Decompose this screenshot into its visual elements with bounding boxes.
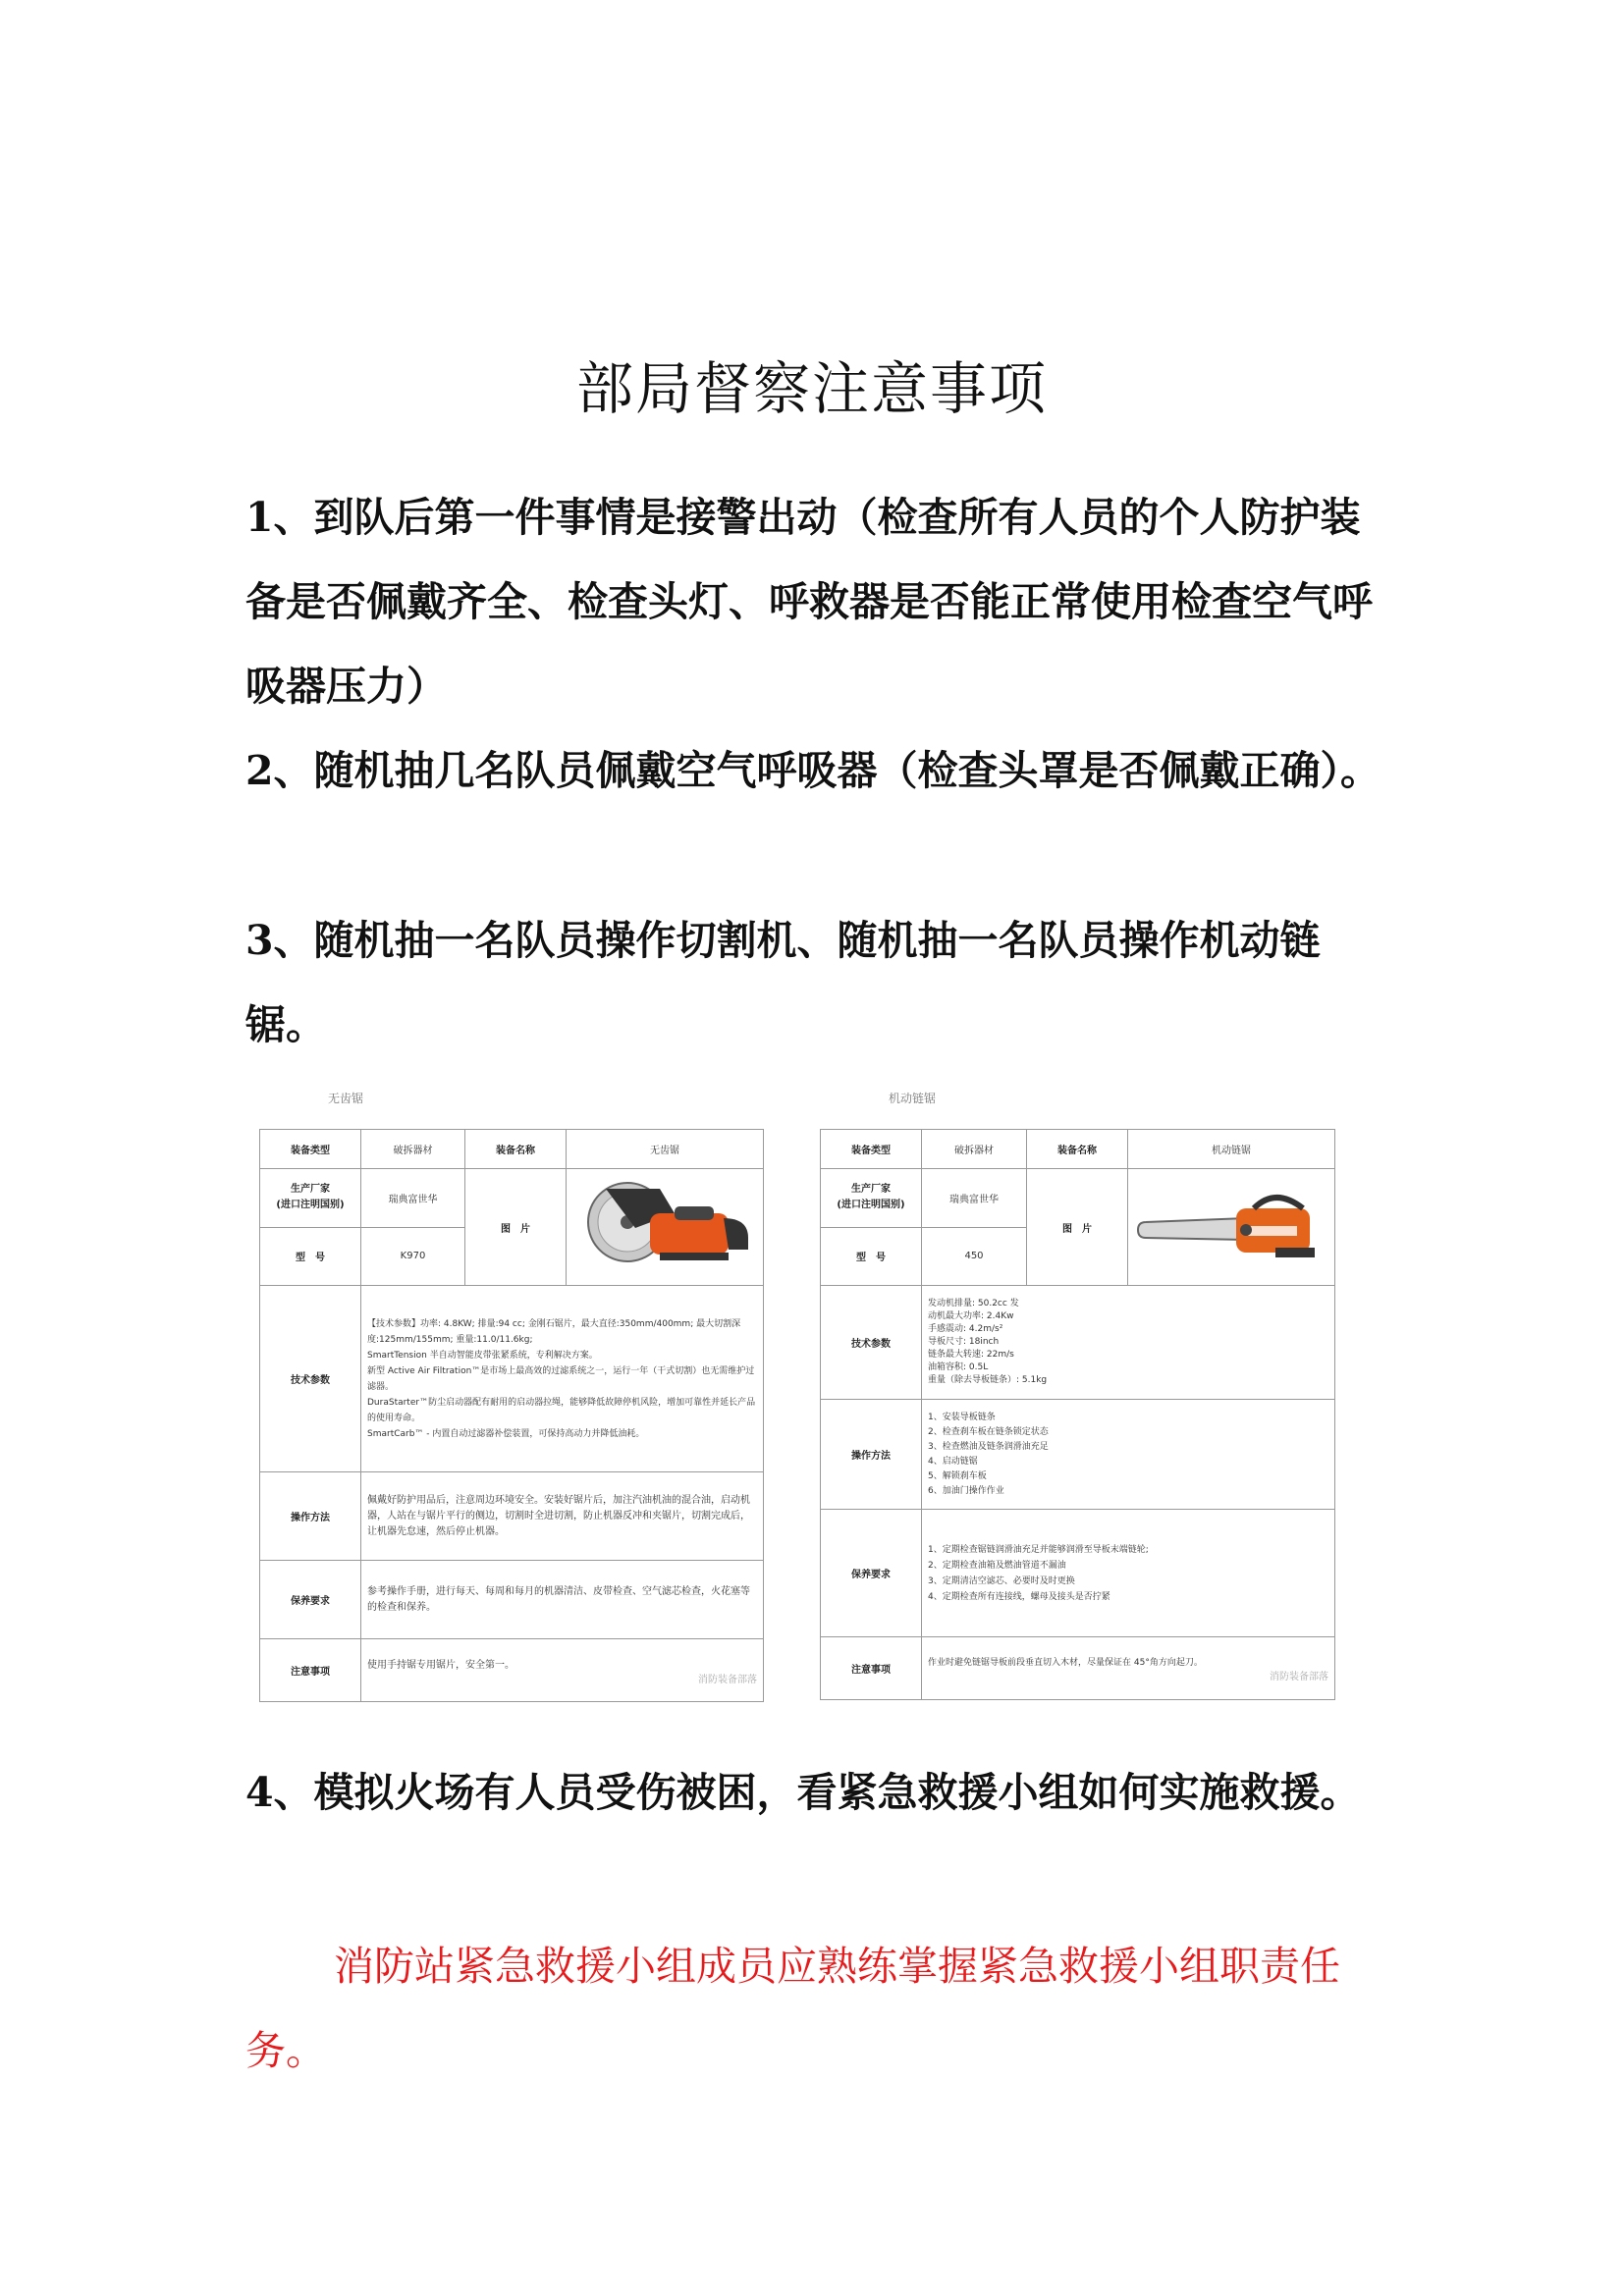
op-label: 操作方法 bbox=[821, 1400, 922, 1510]
card-caption: 机动链锯 bbox=[889, 1092, 937, 1105]
page-title: 部局督察注意事项 bbox=[575, 354, 1048, 422]
rescue-team-note: 消防站紧急救援小组成员应熟练掌握紧急救援小组职责任务。 bbox=[245, 1943, 1340, 2074]
tech-label: 技术参数 bbox=[260, 1286, 361, 1472]
item-text: 、随机抽几名队员佩戴空气呼吸器（检查头罩是否佩戴正确）。 bbox=[273, 747, 1381, 794]
op-label: 操作方法 bbox=[260, 1472, 361, 1561]
item-3 bbox=[245, 898, 1384, 1067]
caution-cell bbox=[922, 1637, 1335, 1700]
name-label: 装备名称 bbox=[1027, 1130, 1128, 1169]
item-4 bbox=[245, 1750, 1384, 1835]
item-number: 2 bbox=[245, 747, 274, 794]
spec-table bbox=[820, 1129, 1335, 1700]
op-value: 1、安装导板链条 2、检查刹车板在链条锁定状态 3、检查燃油及链条润滑油充足 4、启动链锯 5、解锁刹车板 6、加油门操作作业 bbox=[922, 1400, 1335, 1510]
maint-label: 保养要求 bbox=[260, 1561, 361, 1639]
watermark: 消防装备部落 bbox=[1270, 1671, 1328, 1682]
cutoff-saw-image bbox=[567, 1169, 763, 1285]
maint-value: 1、定期检查锯链润滑油充足并能够润滑至导板末端链轮; 2、定期检查油箱及燃油管道不漏油 3、定期清洁空滤芯、必要时及时更换 4、定期检查所有连接线，螺母及接头是否拧紧 bbox=[922, 1510, 1335, 1637]
item-2 bbox=[245, 728, 1384, 813]
item-number: 1 bbox=[245, 494, 274, 541]
maker-value: 瑞典富世华 bbox=[922, 1169, 1027, 1228]
card-caption: 无齿锯 bbox=[328, 1092, 364, 1105]
item-text: 、随机抽一名队员操作切割机、随机抽一名队员操作机动链锯。 bbox=[245, 917, 1321, 1048]
type-value: 破拆器材 bbox=[361, 1130, 465, 1169]
name-value: 无齿锯 bbox=[567, 1130, 764, 1169]
maker-label: 生产厂家 (进口注明国别) bbox=[821, 1169, 922, 1228]
item-number: 3 bbox=[245, 917, 274, 964]
equipment-card-cutoff-saw bbox=[259, 1088, 764, 1702]
watermark: 消防装备部落 bbox=[698, 1674, 757, 1685]
tech-value: 【技术参数】功率: 4.8KW; 排量:94 cc; 金刚石锯片，最大直径:350mm/400mm; 最大切割深度:125mm/155mm; 重量:11.0/11.6kg; SmartTension 半自动智能皮带张紧系统，专利解决方案。 新型 Active Air Filtration™是市场上最高效的过滤系统之一，运行一年（干式切割）也无需维护过滤器。 DuraStarter™防尘启动器配有耐用的启动器拉绳，能够降低故障停机风险，增加可靠性并延长产品的使用寿命。 SmartCarb™ - 内置自动过滤器补偿装置，可保持高动力并降低油耗。 bbox=[361, 1286, 764, 1472]
caution-value: 作业时避免链锯导板前段垂直切入木材，尽量保证在 45°角方向起刀。 bbox=[928, 1657, 1203, 1668]
maker-label: 生产厂家 (进口注明国别) bbox=[260, 1169, 361, 1228]
caution-label: 注意事项 bbox=[821, 1637, 922, 1700]
tech-label: 技术参数 bbox=[821, 1286, 922, 1400]
product-image-cell bbox=[1128, 1169, 1335, 1286]
type-value: 破拆器材 bbox=[922, 1130, 1027, 1169]
equipment-card-chainsaw bbox=[820, 1088, 1335, 1700]
name-value: 机动链锯 bbox=[1128, 1130, 1335, 1169]
image-label: 图 片 bbox=[465, 1169, 567, 1286]
model-label: 型 号 bbox=[260, 1227, 361, 1286]
caution-cell bbox=[361, 1639, 764, 1702]
type-label: 装备类型 bbox=[260, 1130, 361, 1169]
maint-value: 参考操作手册，进行每天、每周和每月的机器清洁、皮带检查、空气滤芯检查，火花塞等的检查和保养。 bbox=[361, 1561, 764, 1639]
item-1 bbox=[245, 475, 1384, 728]
type-label: 装备类型 bbox=[821, 1130, 922, 1169]
caution-value: 使用手持锯专用锯片，安全第一。 bbox=[367, 1659, 514, 1671]
op-value: 佩戴好防护用品后，注意周边环境安全。安装好锯片后，加注汽油机油的混合油，启动机器，人站在与锯片平行的侧边，切割时全进切割，防止机器反冲和夹锯片，切割完成后，让机器先怠速，然后停止机器。 bbox=[361, 1472, 764, 1561]
model-value: K970 bbox=[361, 1227, 465, 1286]
image-label: 图 片 bbox=[1027, 1169, 1128, 1286]
item-text: 、模拟火场有人员受伤被困，看紧急救援小组如何实施救援。 bbox=[273, 1769, 1361, 1816]
name-label: 装备名称 bbox=[465, 1130, 567, 1169]
item-text: 、到队后第一件事情是接警出动（检查所有人员的个人防护装备是否佩戴齐全、检查头灯、呼救器是否能正常使用检查空气呼吸器压力） bbox=[245, 494, 1373, 710]
model-value: 450 bbox=[922, 1227, 1027, 1286]
maker-value: 瑞典富世华 bbox=[361, 1169, 465, 1228]
chainsaw-image bbox=[1128, 1169, 1334, 1285]
maint-label: 保养要求 bbox=[821, 1510, 922, 1637]
caution-label: 注意事项 bbox=[260, 1639, 361, 1702]
product-image-cell bbox=[567, 1169, 764, 1286]
spec-table bbox=[259, 1129, 764, 1702]
item-number: 4 bbox=[245, 1769, 274, 1816]
tech-value: 发动机排量: 50.2cc 发 动机最大功率: 2.4Kw 手感震动: 4.2m/s² 导板尺寸: 18inch 链条最大转速: 22m/s 油箱容积: 0.5L 重量（除去导板链条）: 5.1kg bbox=[922, 1286, 1335, 1400]
model-label: 型 号 bbox=[821, 1227, 922, 1286]
